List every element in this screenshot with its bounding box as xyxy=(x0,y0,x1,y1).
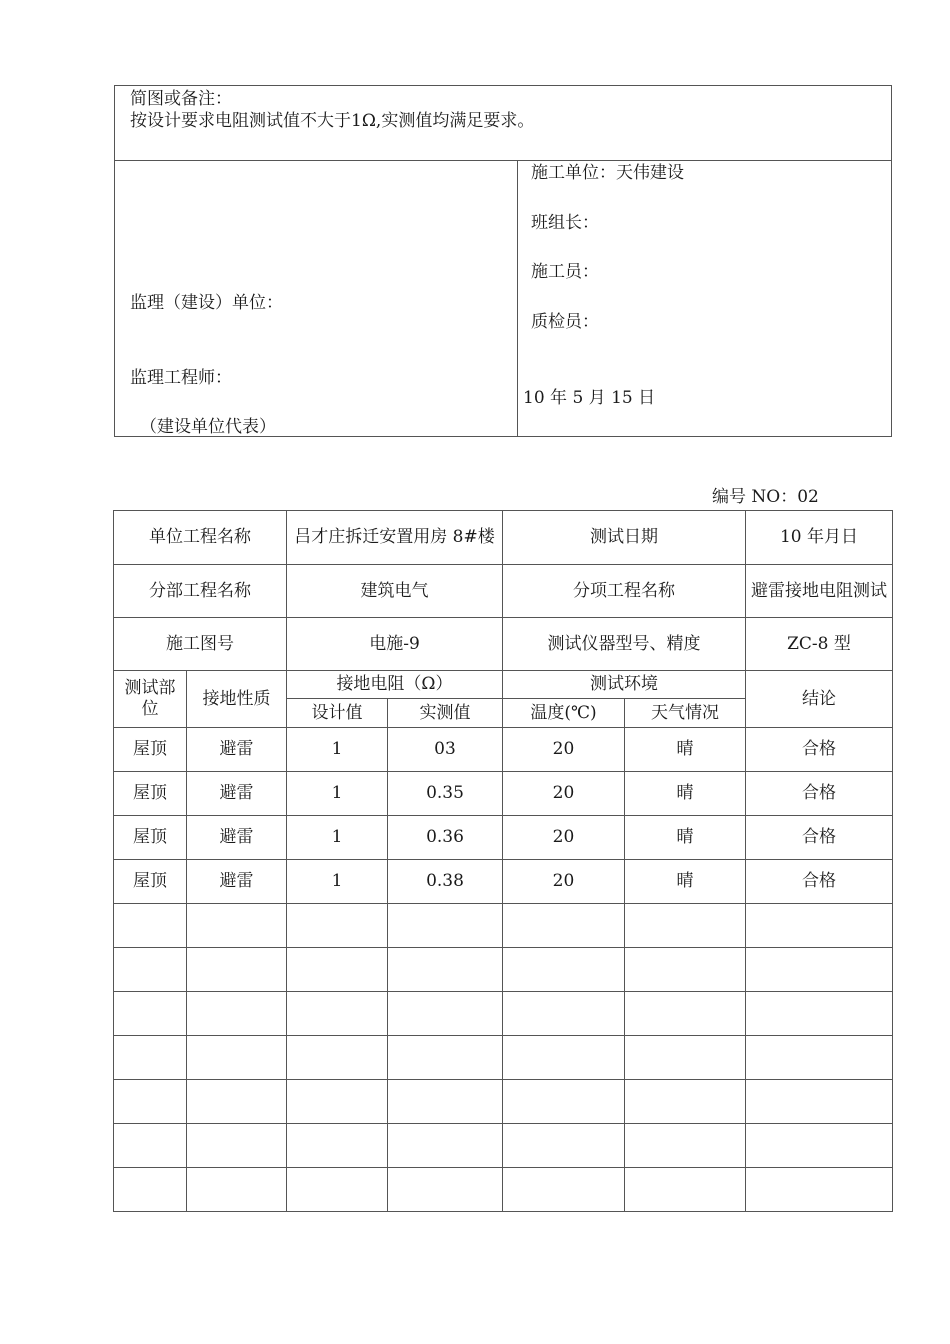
table-row xyxy=(114,772,893,816)
empty-cell xyxy=(388,904,503,948)
empty-row xyxy=(114,1080,893,1124)
empty-cell xyxy=(746,904,893,948)
col-conclusion: 结论 xyxy=(746,671,893,728)
empty-cell xyxy=(287,1080,388,1124)
cell-measured-value: 03 xyxy=(388,728,503,772)
team-leader-label: 班组长： xyxy=(531,213,599,233)
cell-conclusion: 合格 xyxy=(746,816,893,860)
empty-cell xyxy=(503,904,625,948)
cell-temperature: 20 xyxy=(503,728,625,772)
empty-cell xyxy=(503,948,625,992)
cell-weather: 晴 xyxy=(625,816,746,860)
data-rows xyxy=(114,728,893,1212)
empty-cell xyxy=(625,1124,746,1168)
cell-location: 屋顶 xyxy=(114,860,187,904)
empty-row xyxy=(114,1168,893,1212)
project-name-label: 单位工程名称 xyxy=(114,511,287,565)
empty-cell xyxy=(187,1124,287,1168)
signature-divider xyxy=(517,160,518,437)
empty-row xyxy=(114,992,893,1036)
instrument-label: 测试仪器型号、精度 xyxy=(503,618,746,671)
empty-cell xyxy=(503,1124,625,1168)
col-weather: 天气情况 xyxy=(625,699,746,728)
col-resistance-group: 接地电阻（Ω） xyxy=(287,671,503,699)
grounding-test-table xyxy=(113,510,893,1212)
empty-cell xyxy=(625,1080,746,1124)
notes-title: 简图或备注： xyxy=(130,89,232,109)
col-measured-value: 实测值 xyxy=(388,699,503,728)
cell-design-value: 1 xyxy=(287,772,388,816)
empty-cell xyxy=(503,1080,625,1124)
empty-cell xyxy=(503,1168,625,1212)
cell-temperature: 20 xyxy=(503,772,625,816)
contractor-label: 施工单位：天伟建设 xyxy=(531,163,684,183)
cell-temperature: 20 xyxy=(503,860,625,904)
empty-cell xyxy=(114,904,187,948)
empty-cell xyxy=(746,1168,893,1212)
empty-cell xyxy=(388,1168,503,1212)
supervision-unit-label: 监理（建设）单位： xyxy=(130,293,283,313)
cell-location: 屋顶 xyxy=(114,816,187,860)
document-number: 编号 NO：02 xyxy=(712,487,819,507)
empty-cell xyxy=(287,904,388,948)
supervision-engineer-label: 监理工程师： xyxy=(130,368,232,388)
drawing-number-label: 施工图号 xyxy=(114,618,287,671)
empty-cell xyxy=(114,948,187,992)
empty-cell xyxy=(187,992,287,1036)
empty-cell xyxy=(187,948,287,992)
col-temperature-label: 温度(℃) xyxy=(530,703,597,723)
cell-conclusion: 合格 xyxy=(746,728,893,772)
subitem-name-value: 避雷接地电阻测试 xyxy=(746,565,893,618)
table-row xyxy=(114,728,893,772)
empty-cell xyxy=(114,1080,187,1124)
cell-grounding-type: 避雷 xyxy=(187,816,287,860)
empty-cell xyxy=(746,1036,893,1080)
cell-weather: 晴 xyxy=(625,772,746,816)
empty-cell xyxy=(114,1168,187,1212)
cell-temperature: 20 xyxy=(503,816,625,860)
owner-representative-label: （建设单位代表） xyxy=(140,417,276,437)
cell-grounding-type: 避雷 xyxy=(187,728,287,772)
test-date-value: 10 年月日 xyxy=(746,511,893,565)
empty-cell xyxy=(503,992,625,1036)
notes-divider xyxy=(114,160,892,161)
empty-cell xyxy=(187,1036,287,1080)
empty-cell xyxy=(287,992,388,1036)
cell-design-value: 1 xyxy=(287,728,388,772)
notes-text: 按设计要求电阻测试值不大于1Ω,实测值均满足要求。 xyxy=(130,111,535,131)
empty-cell xyxy=(187,1168,287,1212)
drawing-number-value: 电施-9 xyxy=(287,618,503,671)
empty-cell xyxy=(187,904,287,948)
empty-cell xyxy=(287,1124,388,1168)
empty-cell xyxy=(746,992,893,1036)
col-design-value: 设计值 xyxy=(287,699,388,728)
col-location: 测试部位 xyxy=(114,671,187,728)
empty-cell xyxy=(625,948,746,992)
empty-cell xyxy=(625,992,746,1036)
cell-conclusion: 合格 xyxy=(746,860,893,904)
inspector-label: 质检员： xyxy=(531,312,599,332)
cell-measured-value: 0.35 xyxy=(388,772,503,816)
empty-cell xyxy=(114,992,187,1036)
empty-row xyxy=(114,948,893,992)
empty-cell xyxy=(746,1124,893,1168)
empty-cell xyxy=(187,1080,287,1124)
empty-cell xyxy=(388,948,503,992)
project-name-value: 吕才庄拆迁安置用房 8#楼 xyxy=(287,511,503,565)
empty-cell xyxy=(287,1168,388,1212)
cell-measured-value: 0.38 xyxy=(388,860,503,904)
empty-cell xyxy=(388,1036,503,1080)
cell-location: 屋顶 xyxy=(114,772,187,816)
constructor-label: 施工员： xyxy=(531,262,599,282)
col-environment-group: 测试环境 xyxy=(503,671,746,699)
cell-location: 屋顶 xyxy=(114,728,187,772)
subitem-name-label: 分项工程名称 xyxy=(503,565,746,618)
empty-row xyxy=(114,1124,893,1168)
empty-cell xyxy=(388,992,503,1036)
table-row xyxy=(114,816,893,860)
empty-cell xyxy=(503,1036,625,1080)
table-row xyxy=(114,860,893,904)
empty-cell xyxy=(114,1036,187,1080)
cell-design-value: 1 xyxy=(287,816,388,860)
cell-measured-value: 0.36 xyxy=(388,816,503,860)
empty-cell xyxy=(287,1036,388,1080)
empty-cell xyxy=(746,948,893,992)
empty-cell xyxy=(625,1168,746,1212)
empty-cell xyxy=(625,904,746,948)
cell-conclusion: 合格 xyxy=(746,772,893,816)
col-temperature xyxy=(503,699,625,728)
empty-cell xyxy=(388,1080,503,1124)
signature-date: 10 年 5 月 15 日 xyxy=(523,388,656,408)
empty-cell xyxy=(114,1124,187,1168)
empty-cell xyxy=(287,948,388,992)
test-date-label: 测试日期 xyxy=(503,511,746,565)
cell-grounding-type: 避雷 xyxy=(187,860,287,904)
empty-cell xyxy=(746,1080,893,1124)
col-grounding-type: 接地性质 xyxy=(187,671,287,728)
empty-cell xyxy=(388,1124,503,1168)
instrument-value: ZC-8 型 xyxy=(746,618,893,671)
division-name-label: 分部工程名称 xyxy=(114,565,287,618)
empty-cell xyxy=(625,1036,746,1080)
empty-row xyxy=(114,1036,893,1080)
cell-weather: 晴 xyxy=(625,728,746,772)
division-name-value: 建筑电气 xyxy=(287,565,503,618)
empty-row xyxy=(114,904,893,948)
cell-design-value: 1 xyxy=(287,860,388,904)
cell-weather: 晴 xyxy=(625,860,746,904)
cell-grounding-type: 避雷 xyxy=(187,772,287,816)
